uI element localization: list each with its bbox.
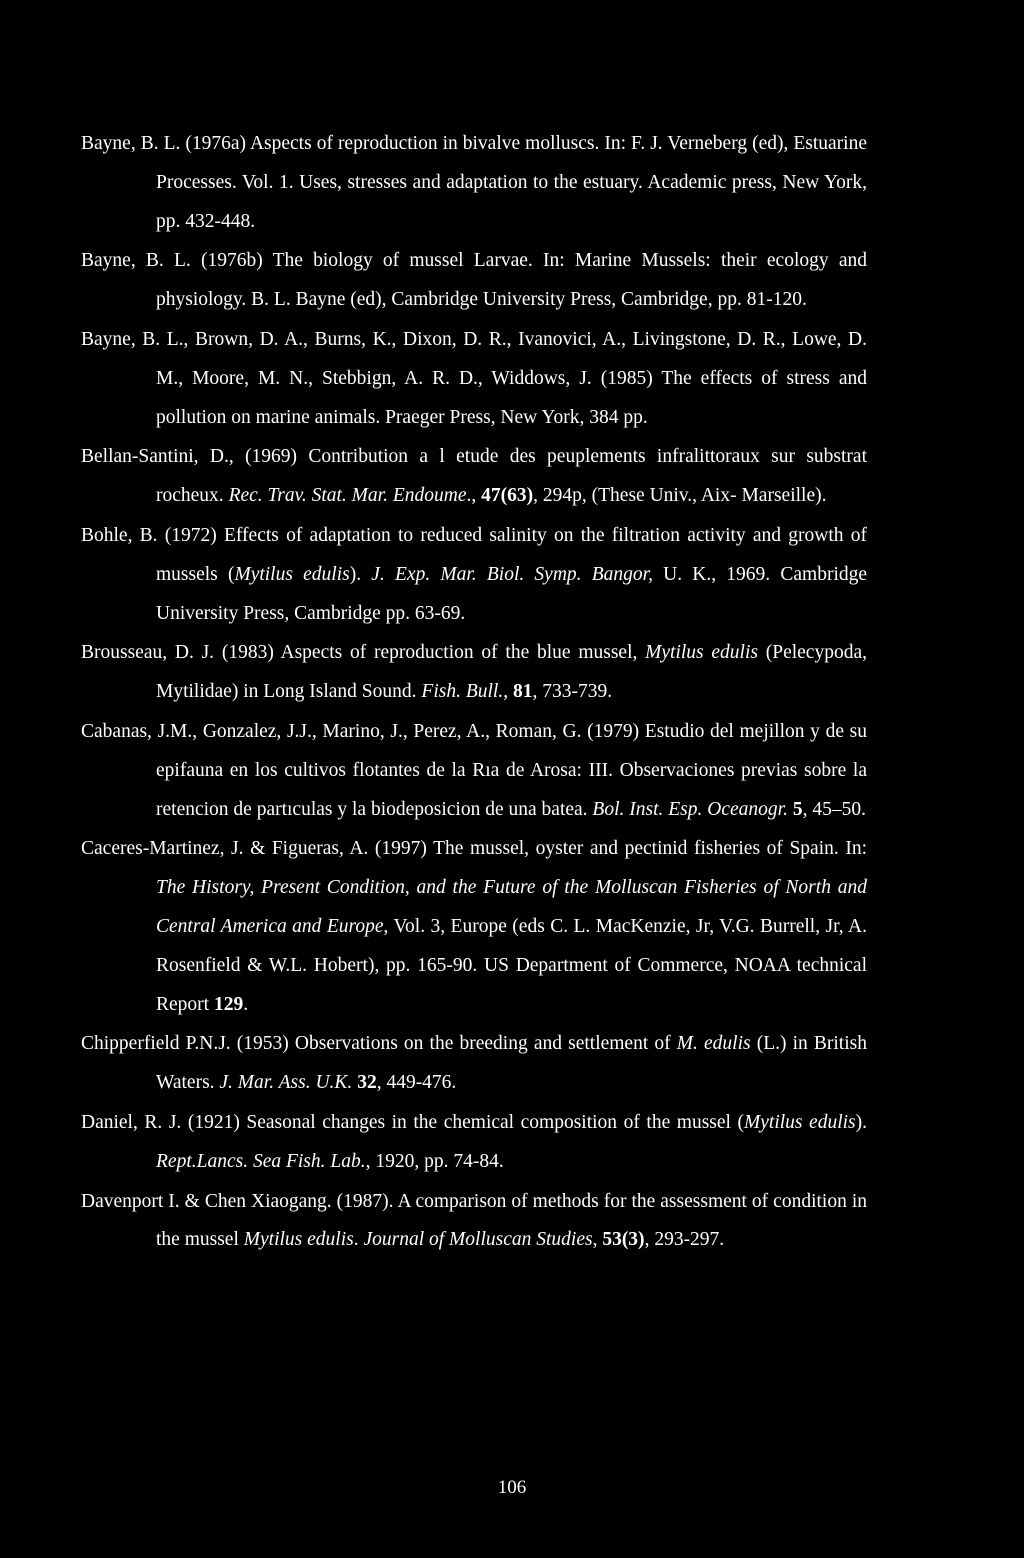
italic-text: J. Mar. Ass. U.K. — [219, 1072, 353, 1094]
reference-text: Chipperfield P.N.J. (1953) Observations on the breeding and settlement of — [81, 1033, 677, 1055]
reference-entry — [81, 634, 867, 712]
bold-text: 81 — [512, 681, 533, 703]
reference-text: Brousseau, D. J. (1983) Aspects of reproduction of the blue mussel, — [81, 642, 646, 664]
reference-text: Bayne, B. L. (1976b) The biology of mussel Larvae. In: Marine Mussels: their ecology and physiology. B. L. Bayne (ed), Cambridge University Press, Cambridge, pp. 81-120. — [81, 250, 867, 311]
bold-text: 5 — [792, 798, 803, 820]
italic-text: M. edulis — [676, 1033, 751, 1055]
bold-text: 47(63) — [481, 485, 534, 507]
reference-text: ., — [466, 485, 482, 507]
reference-text: U. K., 1969. Cambridge University Press, Cambridge pp. 63-69. — [156, 563, 868, 624]
reference-text: , — [592, 1229, 603, 1251]
reference-entry — [81, 321, 867, 437]
reference-entry — [81, 438, 867, 516]
page-number: 106 — [497, 1477, 527, 1498]
bold-text: 53(3) — [602, 1229, 645, 1251]
italic-text: The History, Present Condition, and the Future of the Molluscan Fisheries of North and Central America and Europe — [156, 877, 867, 937]
reference-text: , 1920, pp. 74-84. — [365, 1150, 504, 1172]
reference-text: , 733-739. — [532, 681, 613, 703]
italic-text: Rept.Lancs. Sea Fish. Lab. — [156, 1150, 366, 1172]
reference-text: Davenport I. & Chen Xiaogang. (1987). A comparison of methods for the assessment of condition in the mussel — [81, 1190, 867, 1251]
italic-text: Rec. Trav. Stat. Mar. Endoume — [228, 485, 467, 507]
italic-text: Mytilus edulis — [744, 1111, 856, 1133]
reference-entry — [81, 1104, 867, 1182]
reference-text: , 449-476. — [376, 1072, 457, 1094]
reference-text: . — [353, 1229, 364, 1251]
reference-entry — [81, 125, 867, 241]
reference-text: Cabanas, J.M., Gonzalez, J.J., Marino, J., Perez, A., Roman, G. (1979) Estudio del mejillon y de su epifauna en los cultivos flotantes de la Rıa de Arosa: III. Observaciones previas sobre la retencion de partıculas y la biodeposicion de una batea. — [81, 720, 867, 820]
reference-entry — [81, 830, 867, 1024]
reference-entry — [81, 242, 867, 320]
bold-text: 32 — [357, 1072, 377, 1094]
reference-text: , 45–50. — [802, 798, 866, 820]
reference-text: Bellan-Santini, D., (1969) Contribution a l etude des peuplements infralittoraux sur substrat rocheux. — [81, 446, 867, 507]
italic-text: Bol. Inst. Esp. Oceanogr. — [592, 798, 788, 820]
italic-text: Mytilus edulis — [234, 563, 350, 585]
bold-text: 129 — [213, 993, 244, 1015]
italic-text: J. Exp. Mar. Biol. Symp. Bangor, — [371, 563, 653, 585]
reference-text: Caceres-Martinez, J. & Figueras, A. (1997) The mussel, oyster and pectinid fisheries of Spain. In: — [81, 838, 867, 860]
reference-text: Daniel, R. J. (1921) Seasonal changes in the chemical composition of the mussel ( — [81, 1111, 744, 1133]
reference-text: , 293-297. — [644, 1229, 725, 1251]
italic-text: Journal of Molluscan Studies — [363, 1229, 593, 1251]
reference-list — [81, 125, 867, 1260]
reference-text: . — [243, 993, 249, 1015]
reference-entry — [81, 1183, 867, 1261]
reference-text: , — [503, 681, 513, 703]
italic-text: Fish. Bull. — [421, 681, 504, 703]
reference-text: (L.) in British Waters. — [156, 1033, 867, 1094]
italic-text: Mytilus edulis — [243, 1229, 354, 1251]
reference-text: , Vol. 3, Europe (eds C. L. MacKenzie, Jr, V.G. Burrell, Jr, A. Rosenfield & W.L. Hobert), pp. 165-90. US Department of Commerce, NOAA technical Report — [156, 915, 867, 1015]
italic-text: Mytilus edulis — [645, 642, 758, 664]
reference-entry — [81, 713, 867, 829]
reference-text: ). — [855, 1111, 867, 1133]
reference-entry — [81, 517, 867, 633]
reference-text: Bayne, B. L., Brown, D. A., Burns, K., Dixon, D. R., Ivanovici, A., Livingstone, D. R., Lowe, D. M., Moore, M. N., Stebbign, A. R. D., Widdows, J. (1985) The effects of stress and pollution on marine animals. Praeger Press, New York, 384 pp. — [81, 328, 867, 428]
reference-text: Bayne, B. L. (1976a) Aspects of reproduction in bivalve molluscs. In: F. J. Verneberg (ed), Estuarine Processes. Vol. 1. Uses, stresses and adaptation to the estuary. Academic press, New York, pp. 432-448. — [81, 133, 867, 232]
reference-entry — [81, 1025, 867, 1103]
reference-text: , 294p, (These Univ., Aix- Marseille). — [533, 485, 827, 507]
reference-text: (Pelecypoda, Mytilidae) in Long Island Sound. — [156, 642, 867, 703]
reference-text: Bohle, B. (1972) Effects of adaptation to reduced salinity on the filtration activity and growth of mussels ( — [81, 524, 867, 585]
reference-text: ). — [349, 563, 372, 585]
